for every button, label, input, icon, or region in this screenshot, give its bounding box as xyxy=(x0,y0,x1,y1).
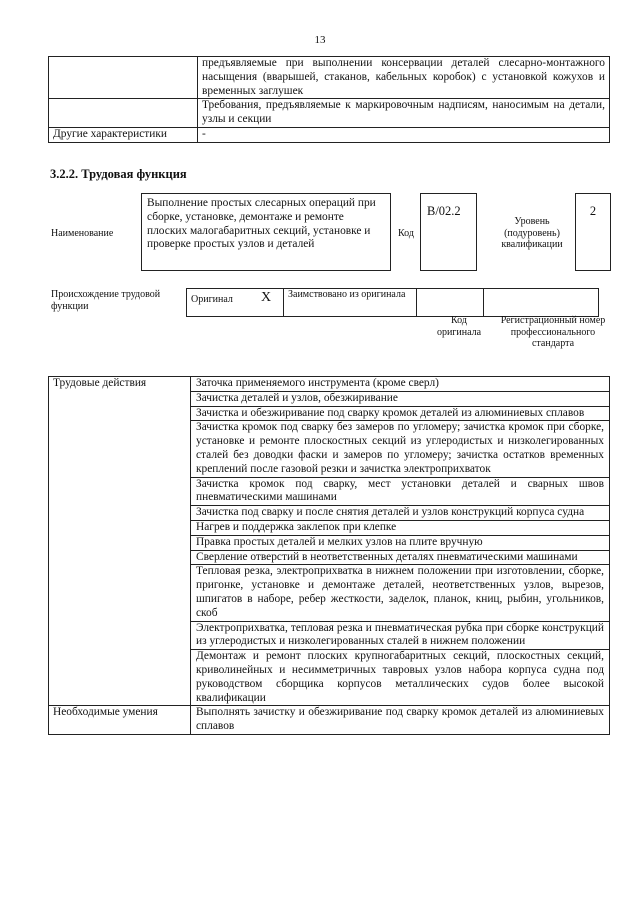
function-code: B/02.2 xyxy=(420,193,477,271)
origin-label: Происхождение трудовой функции xyxy=(51,289,161,312)
qualification-level: 2 xyxy=(575,193,611,271)
table-row xyxy=(49,127,610,142)
list-item: Тепловая резка, электроприхватка в нижнем положении при изготовлении, сборке, пригонке, установке и демонтаже деталей, неответственных узлов, вырезов, шпигатов в наборе, ребер жесткости, заделок, планок, книц, рыбин, угольников, скоб xyxy=(191,565,610,621)
list-item: Зачистка кромок под сварку без замеров по угломеру; зачистка кромок при сборке, установке и ремонте плоскостных секций из углеродистых и низколегированных сталей без доводки фаски и замеров по угломеру; зачистка остатков временных креплений после газовой резки и зачистка электроприхваток xyxy=(191,421,610,477)
table-row xyxy=(49,57,610,99)
labor-actions-label: Трудовые действия xyxy=(49,377,191,706)
code-label: Код xyxy=(398,228,414,239)
row-text: Требования, предъявляемые к маркировочным надписям, наносимым на детали, узлы и секции xyxy=(198,99,610,128)
list-item: Зачистка и обезжиривание под сварку кромок деталей из алюминиевых сплавов xyxy=(191,406,610,421)
row-label: Другие характеристики xyxy=(49,127,198,142)
level-label: Уровень (подуровень) квалификации xyxy=(501,216,563,250)
previous-section-table xyxy=(48,56,610,143)
list-item: Выполнять зачистку и обезжиривание под сварку кромок деталей из алюминиевых сплавов xyxy=(191,706,610,735)
table-row xyxy=(49,377,610,392)
name-label: Наименование xyxy=(51,228,114,239)
list-item: Зачистка деталей и узлов, обезжиривание xyxy=(191,391,610,406)
list-item: Демонтаж и ремонт плоских крупногабаритных секций, плоскостных секций, криволинейных и несимметричных тавровых узлов набора корпуса судна под руководством сборщика корпусов металлических судов более высокой квалификации xyxy=(191,650,610,706)
skills-label: Необходимые умения xyxy=(49,706,191,735)
table-row xyxy=(49,99,610,128)
origin-code-cell xyxy=(417,289,484,317)
row-label xyxy=(49,57,198,99)
list-item: Зачистка под сварку и после снятия деталей и узлов конструкций корпуса судна xyxy=(191,506,610,521)
page-number: 13 xyxy=(314,34,326,46)
borrowed-label: Заимствовано из оригинала xyxy=(284,289,417,317)
original-mark: X xyxy=(249,289,284,317)
reg-caption: Регистрационный номер профессионального стандарта xyxy=(500,315,606,349)
function-details-table xyxy=(48,376,610,735)
list-item: Заточка применяемого инструмента (кроме сверл) xyxy=(191,377,610,392)
reg-number-cell xyxy=(484,289,599,317)
origin-table xyxy=(186,288,599,317)
table-row xyxy=(49,706,610,735)
list-item: Нагрев и поддержка заклепок при клепке xyxy=(191,520,610,535)
row-text: предъявляемые при выполнении консервации деталей слесарно-монтажного насыщения (вварышей, стаканов, кабельных коробок) с установкой кожухов и временных заглушек xyxy=(198,57,610,99)
row-text: - xyxy=(198,127,610,142)
section-title: 3.2.2. Трудовая функция xyxy=(50,167,187,181)
row-label xyxy=(49,99,198,128)
function-name: Выполнение простых слесарных операций при сборке, установке, демонтаже и ремонте плоских малогабаритных секций, установке и проверке простых узлов и деталей xyxy=(141,193,391,271)
original-label: Оригинал xyxy=(187,289,250,317)
code-caption: Код оригинала xyxy=(436,315,482,338)
list-item: Правка простых деталей и мелких узлов на плите вручную xyxy=(191,535,610,550)
list-item: Электроприхватка, тепловая резка и пневматическая рубка при сборке конструкций из углеродистых и низколегированных сталей в нижнем положении xyxy=(191,621,610,650)
list-item: Зачистка кромок под сварку, мест установки деталей и сварных швов пневматическими машинами xyxy=(191,477,610,506)
list-item: Сверление отверстий в неответственных деталях пневматическими машинами xyxy=(191,550,610,565)
